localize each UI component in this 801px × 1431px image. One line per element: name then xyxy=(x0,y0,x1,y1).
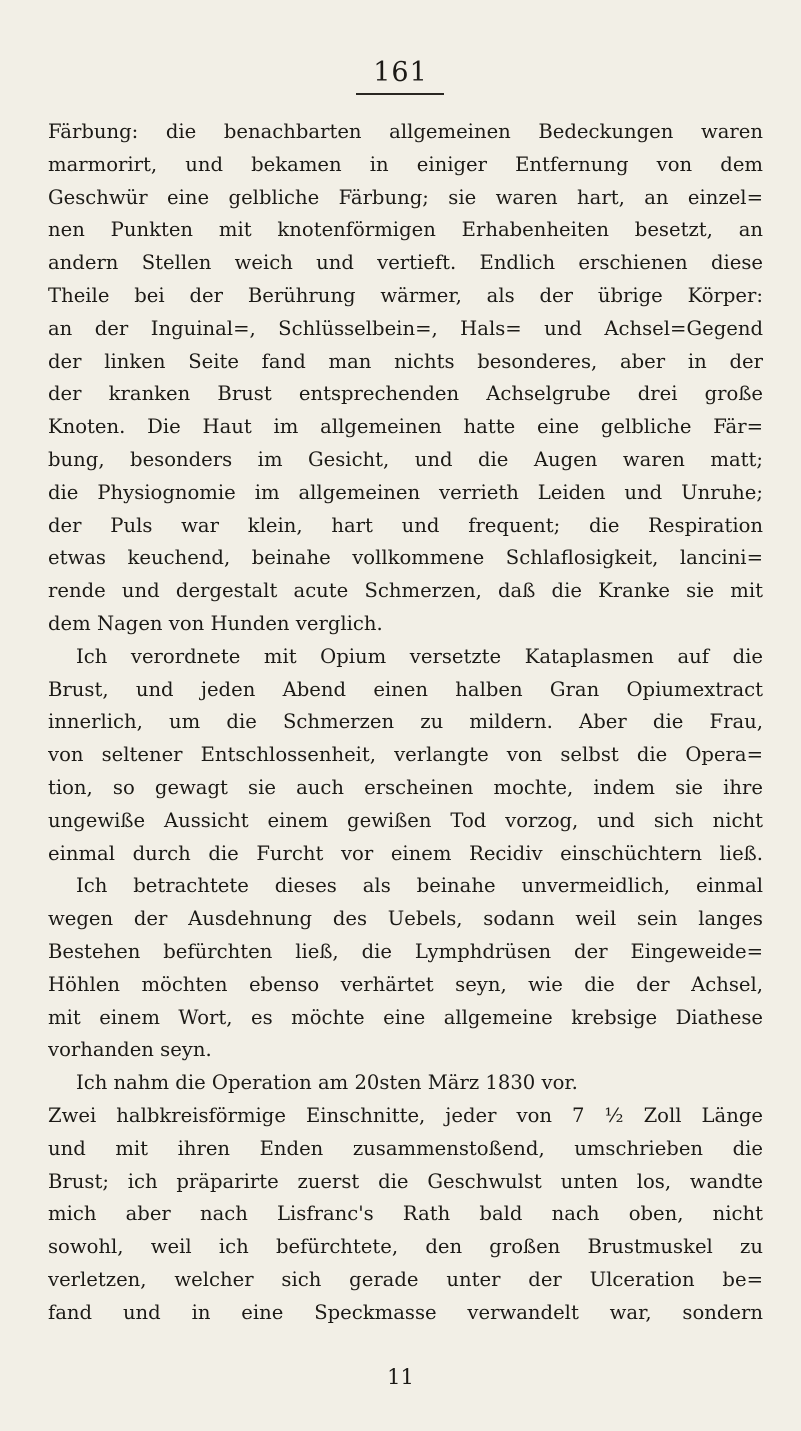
text-line: und mit ihren Enden zusammenstoßend, umschrieben die xyxy=(48,1136,763,1160)
text-line: nen Punkten mit knotenförmigen Erhabenheiten besetzt, an xyxy=(48,218,763,242)
text-line: Geschwür eine gelbliche Färbung; sie waren hart, an einzel= xyxy=(48,185,763,209)
text-line: der kranken Brust entsprechenden Achselgrube drei große xyxy=(48,382,763,406)
text-line: einmal durch die Furcht vor einem Recidiv einschüchtern ließ. xyxy=(48,841,763,865)
signature-mark: 11 xyxy=(387,1365,414,1389)
text-line: andern Stellen weich und vertieft. Endlich erschienen diese xyxy=(48,251,763,275)
text-line: Brust; ich präparirte zuerst die Geschwulst unten los, wandte xyxy=(48,1169,763,1193)
text-line: an der Inguinal=, Schlüsselbein=, Hals= und Achsel=Gegend xyxy=(48,316,763,340)
text-line: mit einem Wort, es möchte eine allgemeine krebsige Diathese xyxy=(48,1005,763,1029)
text-line: die Physiognomie im allgemeinen verrieth Leiden und Unruhe; xyxy=(48,480,763,504)
text-line: vorhanden seyn. xyxy=(48,1038,212,1062)
text-line: tion, so gewagt sie auch erscheinen mochte, indem sie ihre xyxy=(48,775,763,799)
text-line: etwas keuchend, beinahe vollkommene Schlaflosigkeit, lancini= xyxy=(48,546,763,570)
text-line: der linken Seite fand man nichts besonderes, aber in der xyxy=(48,349,763,373)
text-line: innerlich, um die Schmerzen zu mildern. Aber die Frau, xyxy=(48,710,763,734)
text-line: mich aber nach Lisfranc's Rath bald nach oben, nicht xyxy=(48,1202,763,1226)
text-line: ungewiße Aussicht einem gewißen Tod vorzog, und sich nicht xyxy=(48,808,763,832)
text-line: marmorirt, und bekamen in einiger Entfernung von dem xyxy=(48,152,763,176)
text-line: Ich betrachtete dieses als beinahe unvermeidlich, einmal xyxy=(76,874,763,898)
header-rule xyxy=(356,93,444,95)
text-line: sowohl, weil ich befürchtete, den großen Brustmuskel zu xyxy=(48,1235,763,1259)
text-line: Höhlen möchten ebenso verhärtet seyn, wie die der Achsel, xyxy=(48,972,763,996)
text-line: wegen der Ausdehnung des Uebels, sodann weil sein langes xyxy=(48,907,763,931)
page-number: 161 xyxy=(373,57,428,88)
text-line: Bestehen befürchten ließ, die Lymphdrüsen der Eingeweide= xyxy=(48,939,763,963)
body-text xyxy=(48,116,763,1329)
text-line: rende und dergestalt acute Schmerzen, daß die Kranke sie mit xyxy=(48,579,763,603)
text-line: verletzen, welcher sich gerade unter der Ulceration be= xyxy=(48,1267,763,1291)
text-line: Zwei halbkreisförmige Einschnitte, jeder von 7 ½ Zoll Länge xyxy=(48,1103,763,1127)
text-line: Theile bei der Berührung wärmer, als der übrige Körper: xyxy=(48,283,763,307)
text-line: der Puls war klein, hart und frequent; die Respiration xyxy=(48,513,763,537)
text-line: Ich verordnete mit Opium versetzte Kataplasmen auf die xyxy=(76,644,763,668)
text-line: dem Nagen von Hunden verglich. xyxy=(48,611,383,635)
text-line: Färbung: die benachbarten allgemeinen Bedeckungen waren xyxy=(48,120,763,143)
text-line: fand und in eine Speckmasse verwandelt war, sondern xyxy=(48,1300,763,1324)
text-line: bung, besonders im Gesicht, und die Augen waren matt; xyxy=(48,447,763,471)
text-line: Ich nahm die Operation am 20sten März 1830 vor. xyxy=(76,1071,578,1095)
text-line: Brust, und jeden Abend einen halben Gran Opiumextract xyxy=(48,677,763,701)
text-line: von seltener Entschlossenheit, verlangte von selbst die Opera= xyxy=(48,743,763,767)
text-line: Knoten. Die Haut im allgemeinen hatte eine gelbliche Fär= xyxy=(48,415,763,439)
